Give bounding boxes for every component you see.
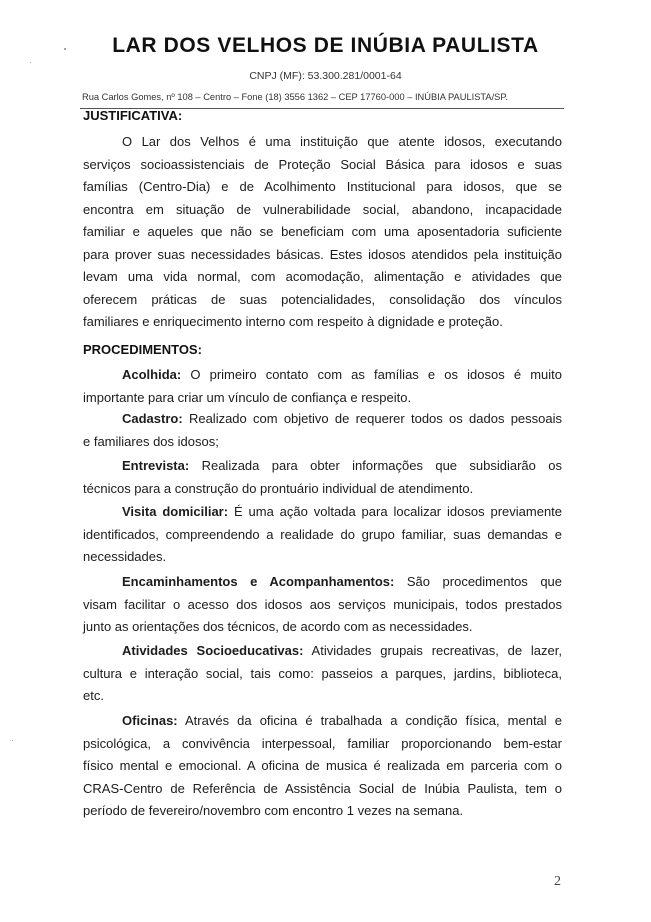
paragraph-line: psicológica, a convivência interpessoal, familiar proporcionando bem-estar: [83, 735, 562, 751]
paragraph-line: levam uma vida normal, com acomodação, alimentação e atividades que: [83, 269, 562, 284]
paragraph-line: para prover suas necessidades básicas. Estes idosos atendidos pela instituição: [83, 246, 562, 262]
paragraph-line: famílias (Centro-Dia) e de Acolhimento Institucional para idosos, que se: [83, 179, 562, 194]
procedure-text: Atividades grupais recreativas, de lazer,: [311, 643, 562, 658]
paragraph-line: [83, 640, 562, 663]
procedure-text: Através da oficina é trabalhada a condição física, mental e: [185, 713, 562, 728]
procedure-term: Oficinas:: [122, 713, 178, 728]
procedure-term: Acolhida:: [122, 367, 182, 382]
paragraph-line: [83, 364, 562, 387]
paragraph-line: visam facilitar o acesso dos idosos aos serviços municipais, todos prestados: [83, 596, 562, 612]
justificativa-paragraph: [83, 131, 562, 334]
procedure-item-visita-domiciliar: [83, 501, 562, 569]
paragraph-line: familiar e aqueles que não se beneficiam com uma aposentadoria suficiente: [83, 224, 562, 239]
paragraph-line: O Lar dos Velhos é uma instituição que atente idosos, executando: [122, 134, 562, 149]
paragraph-line: [83, 571, 562, 594]
procedure-item-oficinas: [83, 710, 562, 823]
justificativa-heading: JUSTIFICATIVA:: [83, 108, 183, 123]
procedure-text: Realizada para obter informações que subsidiarão os: [201, 458, 562, 473]
procedure-term: Visita domiciliar:: [122, 504, 229, 519]
paragraph-line: necessidades.: [83, 549, 167, 564]
procedure-item-atividades-socioeducativas: [83, 640, 562, 708]
paragraph-line: [83, 501, 562, 524]
paragraph-line: encontra em situação de vulnerabilidade social, abandono, incapacidade: [83, 201, 562, 217]
paragraph-line: serviços socioassistenciais de Proteção Social Básica para idosos e suas: [83, 156, 562, 172]
procedure-term: Encaminhamentos e Acompanhamentos:: [122, 574, 395, 589]
paragraph-line: e familiares dos idosos;: [83, 433, 219, 449]
procedure-text: Realizado com objetivo de requerer todos os dados pessoais: [188, 411, 562, 426]
procedure-item-cadastro: [83, 408, 562, 453]
procedure-item-encaminhamentos: [83, 571, 562, 639]
address-line: Rua Carlos Gomes, nº 108 – Centro – Fone (18) 3556 1362 – CEP 17760-000 – INÚBIA PAULISTA/SP.: [82, 92, 508, 102]
procedure-term: Atividades Socioeducativas:: [122, 643, 304, 658]
procedure-term: Entrevista:: [122, 458, 190, 473]
paragraph-line: período de fevereiro/novembro com encontro 1 vezes na semana.: [83, 803, 464, 818]
procedure-item-entrevista: [83, 455, 562, 500]
paragraph-line: identificados, compreendendo a realidade do grupo familiar, suas demandas e: [83, 526, 562, 542]
paragraph-line: familiares e enriquecimento interno com respeito à dignidade e proteção.: [83, 314, 503, 329]
procedimentos-heading: PROCEDIMENTOS:: [83, 342, 202, 357]
paragraph-line: físico mental e emocional. A oficina de musica é realizada em parceria com o: [83, 758, 562, 773]
paragraph-line: [83, 408, 562, 431]
procedure-item-acolhida: [83, 364, 562, 409]
scan-speck: [12, 740, 13, 741]
paragraph-line: [83, 710, 562, 733]
paragraph-line: CRAS-Centro de Referência de Assistência Social de Inúbia Paulista, tem o: [83, 780, 562, 796]
procedure-text: O primeiro contato com as famílias e os idosos é muito: [190, 367, 562, 382]
paragraph-line: cultura e interação social, tais como: passeios a parques, jardins, biblioteca,: [83, 665, 562, 681]
paragraph-line: junto as orientações dos técnicos, de acordo com as necessidades.: [83, 619, 473, 634]
paragraph-line: importante para criar um vínculo de confiança e respeito.: [83, 389, 412, 405]
cnpj-line: CNPJ (MF): 53.300.281/0001-64: [249, 70, 402, 82]
paragraph-line: técnicos para a construção do prontuário individual de atendimento.: [83, 480, 474, 496]
paragraph-line: [83, 455, 562, 478]
procedure-term: Cadastro:: [122, 411, 183, 426]
procedure-text: São procedimentos que: [406, 574, 563, 589]
scan-speck: [30, 62, 31, 63]
procedure-text: É uma ação voltada para localizar idosos previamente: [233, 504, 563, 519]
paragraph-line: oferecem práticas de suas potencialidades, consolidação dos vínculos: [83, 291, 562, 307]
paragraph-line: etc.: [83, 688, 104, 703]
page-number: 2: [554, 874, 561, 889]
organization-name: LAR DOS VELHOS DE INÚBIA PAULISTA: [112, 34, 539, 57]
